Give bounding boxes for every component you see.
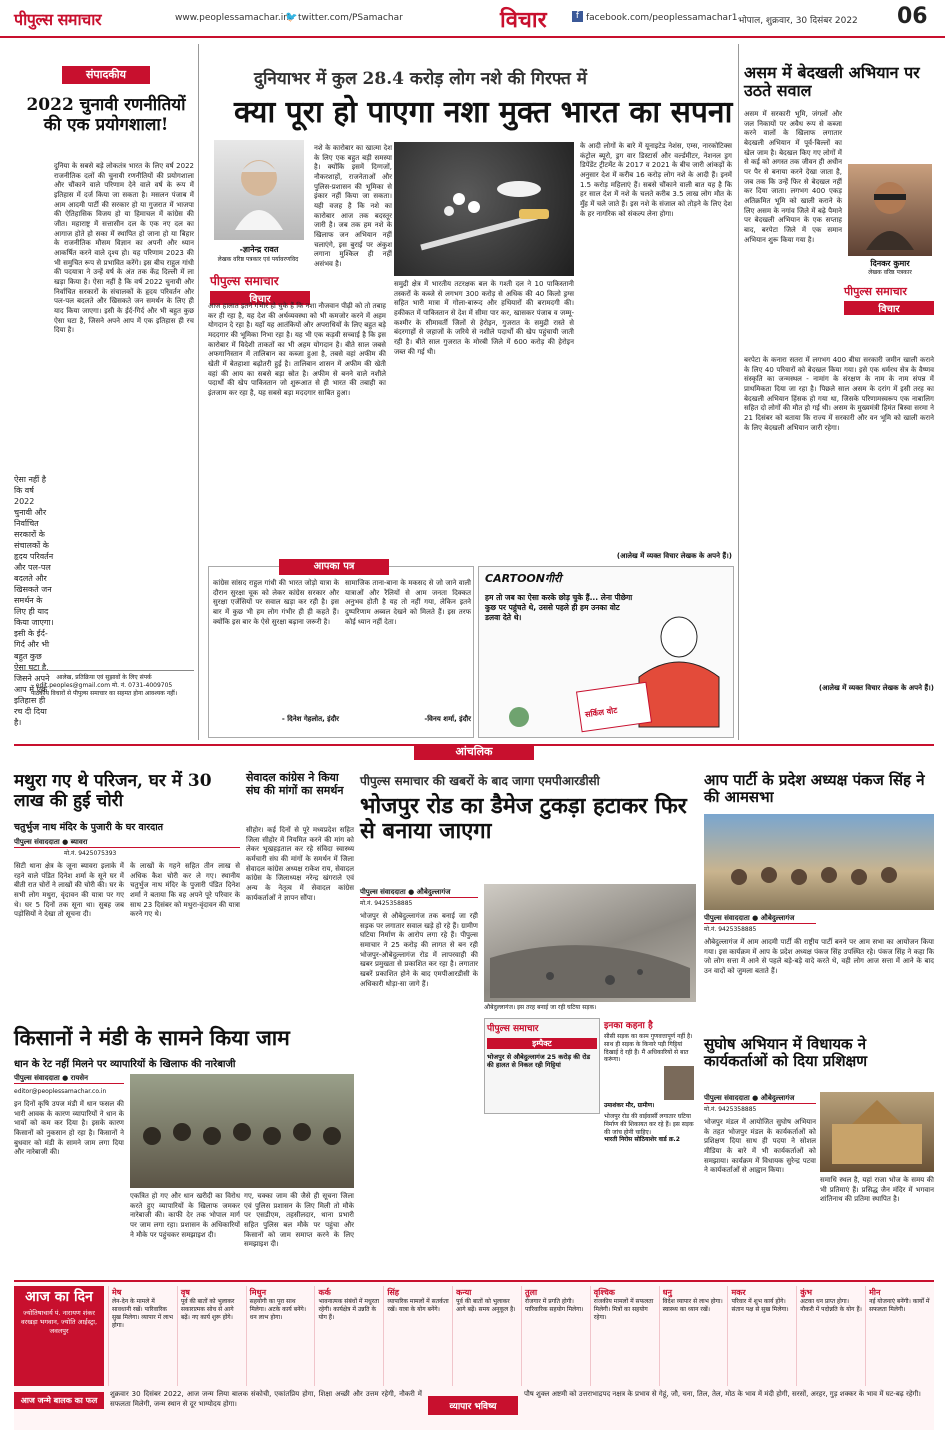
zodiac-cell xyxy=(314,1286,383,1386)
facebook-link[interactable]: facebook.com/peoplessamachar1 xyxy=(586,13,738,23)
page-number: 06 xyxy=(897,4,928,29)
impact-box xyxy=(484,1018,600,1114)
road-photo xyxy=(484,884,696,1002)
sughosh-title: सुघोष अभियान में विधायक ने कार्यकर्ताओं को दिया प्रशिक्षण xyxy=(704,1035,868,1071)
letters-label: आपका पत्र xyxy=(279,559,389,575)
lead-author-role: लेखक वरिष्ठ पत्रकार एवं पर्यावरणविद xyxy=(217,256,299,263)
zodiac-cell xyxy=(177,1286,246,1386)
editorial-email[interactable]: edit.peoples@gmail.com xyxy=(35,681,111,689)
assam-body1: असम में सरकारी भूमि, जंगलों और जल निकायों पर अवैध रूप से कब्जा करने वालों के खिलाफ लगातार बेदखली अभियान में पूर्व-बिल्लों का खेल जाम है। बेदखल किए गए लोगों में से कई को अगस्त तक जीवन ही अधीन पर पैर से बनाया करने देखा जाता है, जब तक कि उन्हें फिर से बेदखल नहीं कर दिया जाता। लगभग 400 एकड़ अतिक्रमित भूमि को खाली कराने के लिए असम के नगांव जिले में बढ़े पैमाने पर बेदखली अभियान के एक सप्ताह बाद, बरपेटा जिले में एक समान अभियान शुरू किया गया है। xyxy=(744,110,842,244)
lead-logo-box xyxy=(210,272,310,305)
mathura-phone: मो.नं. 9425075393 xyxy=(64,850,117,857)
aap-photo xyxy=(704,814,934,910)
cartoon-bubble: हम तो जब का ऐसा करके छोड़ चुके हैं... लेना पीछेगा कुछ पर पहुंचते थे, उससे पहले ही हम उनका वोट डलवा देते थे। xyxy=(485,593,633,623)
zodiac-name: वृश्चिक xyxy=(593,1288,615,1297)
sughosh-body-2: समाधि स्थल है, यहां राजा भोज के समय की भी प्रतिमाएं हैं। प्रसिद्ध जैन मंदिर में भगवान शांतिनाथ की प्रतिमा स्थापित है। xyxy=(820,1176,934,1204)
mathura-sub: चतुर्भुज नाथ मंदिर के पुजारी के घर वारदात xyxy=(14,822,164,833)
inka-1: सीसी सड़क का काम गुणवत्तापूर्ण नहीं है। साथ ही सड़क के किनारे पड़ी गिट्टियां दिखाई दे रही हैं। मैं अधिकारियों से बात करूंगा। xyxy=(604,1033,693,1064)
masthead-logo: पीपुल्स समाचार xyxy=(14,10,101,29)
editorial-footer xyxy=(14,670,194,697)
zodiac-name: कुंभ xyxy=(800,1288,813,1297)
mathura-byline-name: पीपुल्स संवाददाता xyxy=(14,838,60,846)
kisan-article xyxy=(14,1026,354,1266)
lead-col2: आज हालात इतने गंभीर हो चुके हैं कि नशा नौजवान पीढ़ी को तो तबाह कर ही रहा है, यह देश की अर्थव्यवस्था को भी कमजोर करने में अहम योगदान दे रहा है। यहाँ यह आतंकियों और अपराधियों के लिए बहुत बड़े मददगार की भूमिका निभा रहा है। यह भी एक कड़वी सच्चाई है कि इस कारोबार में विदेशी ताकतों का भी अहम योगदान है। बीते साल जबसे अफगानिस्तान में तालिबान का कब्जा हुआ है, तबसे वहां अफीम की खेती में बेतहाशा बढ़ोतरी हुई है। तालिबान शासन में अफीम की खेती वहां की आय का सबसे बड़ा स्रोत है। अफीम से बनने वाले नशीले पदार्थों की खेप पाकिस्तान जो शुरूआत से ही भारत की तबाही का इंतजाम कर रहा है, यह सबसे बड़ा मददगार साबित हुआ। xyxy=(208,302,386,397)
zodiac-text: परिवार में शुभ कार्य होंगे। संतान पक्ष से सुख मिलेगा। xyxy=(731,1298,789,1314)
sughosh-body: भोजपुर मंडल में आयोजित सुघोष अभियान के तहत भोजपुर मंडल के कार्यकर्ताओं को प्रशिक्षण दिया साथ ही पदया ने सोशल मीडिया के बारे में भी कार्यकर्ताओं को समझाया। कार्यक्रम में विधायक सुरेन्द्र पटवा ने कार्यकर्ताओं से आह्वान किया। xyxy=(704,1118,816,1175)
aap-place: औबेदुल्लागंज xyxy=(760,914,795,922)
kisan-sub: धान के रेट नहीं मिलने पर व्यापारियों के खिलाफ की नारेबाजी xyxy=(14,1059,236,1070)
aap-body: औबेदुल्लागंज में आम आदमी पार्टी की राष्ट्रीय पार्टी बनने पर आम सभा का आयोजन किया गया। इस कार्यक्रम में आप के प्रदेश अध्यक्ष पंकज सिंह उपस्थित रहे। पंकज सिंह ने कहा कि जो लोग सत्ता में आने से पहले बड़े-बड़े वादे करते थे, वही लोग आज सत्ता में आने के बाद उन वादों को जुमला बताते हैं। xyxy=(704,938,934,975)
assam-author: दिनकर कुमार xyxy=(870,259,910,268)
impact-logo: पीपुल्स समाचार xyxy=(487,1024,539,1034)
editorial-body: दुनिया के सबसे बड़े लोकतंत्र भारत के लिए वर्ष 2022 राजनीतिक दलों की चुनावी रणनीतियों की प्रयोगशाला और चौंकाने वाले परिणाम देने वाले वर्ष के रूप में इतिहास में दर्ज किया जा सकता है। मसलन पंजाब में आम आदमी पार्टी की सरकार हो या गुजरात में भाजपा की ऐतिहासिक विजय हो या हिमाचल में कांग्रेस की जीत। महाराष्ट्र में सत्तासीन दल के एक नए दल का आगाज होते हो सका में स्थापित हो जाना हो या बिहार के राजनीतिक मौसम विज्ञान का अपनी और ध्यान आकर्षित करने वाले दृश्य हो। यह परिणाम 2023 की भी समुचित रूप से प्रभावित करेंगे। इस बीच राहुल गांधी की पदयात्रा ने उन्हें वर्ष के अंत तक केंद्र दिल्ली में ला खड़ा किया है। ऐसा नहीं है कि वर्ष 2022 चुनावी और निर्वाचित सरकारों के संचालकों के हृदय परिवर्तन और पल-पल बदलते और खिसकते जन समर्थन के लिए ही याद किया जाएगा। इसी के ईर्द-गिर्द और भी बहुत कुछ ऐसा घटा है, जिसने अपने आप में एक इतिहास ही रच दिया है। xyxy=(54,162,194,335)
masthead xyxy=(0,0,945,38)
aap-article xyxy=(704,772,934,1030)
mathura-body: सिटी थाना क्षेत्र के जूना ब्यावरा इलाके में रहने वाले पंडित दिनेश शर्मा के सूने घर में बीती रात चोरों ने लाखों की चोरी की। घर के सभी लोग मथुरा, वृंदावन की यात्रा पर गए थे। घर 5 दिनों तक सूना था। सुबह जब पड़ोसियों ने देखा तो सूचना दी। xyxy=(14,862,124,919)
editorial-title: 2022 चुनावी रणनीतियों की एक प्रयोगशाला! xyxy=(26,95,186,135)
zodiac-name: मीन xyxy=(869,1288,881,1297)
kisan-byline: पीपुल्स संवाददाता ● रायसेन xyxy=(14,1074,124,1084)
impact-headline: भोजपुर से औबेदुल्लागंज 25 करोड़ की रोड की हालत से निकल रही गिट्टियां xyxy=(487,1053,591,1070)
facebook-icon: f xyxy=(572,11,583,22)
letter-2: सामाजिक ताना-बाना के मकसद से जो जाने वाली यात्राओं और रैलियों से आम जनता दिक्कत अनुभव होती है यह तो नहीं गया, लेकिन इतने दुष्परिणाम अब्वल देखने को मिलते हैं। इस तरफ कोई ध्यान नहीं देता। xyxy=(345,579,471,626)
zodiac-name: मेष xyxy=(112,1288,122,1297)
zodiac-text: पूर्व की बातों को भुलाकर सकारात्मक सोच से आगे बढ़ें। नए कार्य शुरू होंगे। xyxy=(180,1298,235,1321)
aap-byline-name: पीपुल्स संवाददाता xyxy=(704,914,750,922)
assam-author-note: (आलेख में व्यक्त विचार लेखक के अपने हैं।) xyxy=(818,684,934,692)
regional-bar xyxy=(14,744,934,760)
letter-1-sign: - दिनेश गेहलोत, इंदौर xyxy=(281,715,339,723)
zodiac-text: विदेश व्यापार से लाभ होगा। स्वास्थ्य का ध्यान रखें। xyxy=(662,1298,723,1314)
sevadal-article xyxy=(246,772,354,1020)
assam-logo-box xyxy=(844,284,934,315)
mathura-article xyxy=(14,772,240,1020)
inka-box xyxy=(604,1018,696,1256)
lead-logo: पीपुल्स समाचार xyxy=(210,274,279,288)
mathura-byline: पीपुल्स संवाददाता ● ब्यावरा xyxy=(14,838,240,848)
letter-2-sign: -विनय शर्मा, इंदौर xyxy=(424,715,471,723)
zodiac-name: धनु xyxy=(662,1288,672,1297)
assam-body2: बरपेटा के कनारा सतरा में लगभग 400 बीघा सरकारी जमीन खाली कराने के लिए 40 परिवारों को बेदखल किया गया। इसे एक धर्मरथ सेत्र के वैष्णव संस्कृति का जन्मस्थल - नामांग के संरक्षण के नाम के नाम संपन्न में प्राथमिकता दिया जा रहा है। पिछले साल असम के दरांग में इसी तरह का बेदखली अभियान हिंसक हो गया था, जिसके परिणामस्वरूप एक नाबालिग सहित दो लोगों की मौत हो गई थी। असम के मुख्यमंत्री हिमंत बिस्वा सरमा ने 21 दिसंबर को बताया कि राज्य में सरकारी और वन भूमि को खाली कराने के लिए बेदखली अभियान जारी रहेगा। xyxy=(744,356,934,432)
assam-article xyxy=(744,44,934,740)
editorial-column xyxy=(14,44,194,740)
section-title: विचार xyxy=(500,7,547,33)
zodiac-text: राजकीय मामलों में सफलता मिलेगी। मित्रों का सहयोग रहेगा। xyxy=(593,1298,654,1321)
letters-box xyxy=(208,561,474,738)
mathura-body-2: के लाखों के गहने सहित तीन लाख से अधिक कैश चोरी कर ले गए। स्थानीय चतुर्भुज नाथ मंदिर के पुजारी पंडित दिनेश शर्मा ने बताया कि वह अपने पूरे परिवार के साथ 23 दिसंबर को मथुरा-वृंदावन की यात्रा करने गए थे। xyxy=(130,862,240,919)
lead-article xyxy=(204,44,734,564)
bhojpur-body: भोजपुर से औबेदुल्लागंज तक बनाई जा रही सड़क पर लगातार सवाल खड़े हो रहे हैं। ग्रामीण घटिया निर्माण के आरोप लगा रहे हैं। पीपुल्स समाचार ने 25 करोड़ की लागत से बन रही भोजपुर-औबेदुल्लागंज रोड में लापरवाही की खबर प्रमुखता से प्रकाशित कर रहा है। लगातार खबरें प्रकाशित होने के बाद एमपीआरडीसी के अधिकारी थोड़ा-सा जागे हैं। xyxy=(360,912,478,988)
assam-logo-tag: विचार xyxy=(844,301,934,315)
bhojpur-byline-name: पीपुल्स संवाददाता xyxy=(360,888,406,896)
person-icon xyxy=(229,150,289,230)
vyapar-text: पौष शुक्ल अष्टमी को उत्तराभाद्रपद नक्षत्र के प्रभाव से गेहूं, जौ, चना, तिल, तेल, मोठ के भाव में मंदी होगी, सरसों, अरहर, गुड़ शक्कर के भाव में घट-बढ़ रहेगी। xyxy=(524,1390,921,1398)
cartoon-sign: सर्किल वोट xyxy=(584,705,618,720)
road-damage-icon xyxy=(490,888,690,998)
kisan-title: किसानों ने मंडी के सामने किया जाम xyxy=(14,1025,290,1050)
zodiac-name: मिथुन xyxy=(249,1288,267,1297)
zodiac-cell xyxy=(246,1286,315,1386)
aap-byline: पीपुल्स संवाददाता ● औबेदुल्लागंज xyxy=(704,914,816,924)
website-link[interactable]: www.peoplessamachar.in xyxy=(175,13,289,23)
aaj-text: ज्योतिषाचार्य पं. नारायण शंकर वरखड़ा भगवान, ज्योति आईस्ट्रा, जवलपुर xyxy=(20,1309,98,1335)
zodiac-cell xyxy=(452,1286,521,1386)
regional-label: आंचलिक xyxy=(414,744,534,760)
sughosh-byline-name: पीपुल्स संवाददाता xyxy=(704,1094,750,1102)
lead-title: क्या पूरा हो पाएगा नशा मुक्त भारत का सपना xyxy=(234,95,733,130)
zodiac-cell xyxy=(659,1286,728,1386)
bhojpur-article xyxy=(360,772,696,1272)
zodiac-cell xyxy=(521,1286,590,1386)
zodiac-grid xyxy=(108,1286,934,1386)
sughosh-photo xyxy=(820,1092,934,1172)
syringe-pills-icon xyxy=(399,149,569,269)
zodiac-name: कर्क xyxy=(318,1288,331,1297)
letter-1: कांग्रेस सांसद राहुल गांधी की भारत जोड़ो यात्रा के दौरान सुरक्षा चूक को लेकर कांग्रेस सरकार और सुरक्षा एजेंसियों पर सवाल खड़ा कर रही है। इस बार में कुछ भी हम लोग गंभीर ही ही कहते हैं। क्योंकि इस बार के ऐसे सुरक्षा बढ़ाना जरूरी है। xyxy=(213,579,339,626)
lead-col4: के आदी लोगों के बारे में यूनाइटेड नेशंस, एम्स, नारकोटिक्स कंट्रोल ब्यूरो, ड्रग वार डिस्टार्स और वर्ल्डमीटर, नेशनल ड्रग डिपेंडेंट ट्रीटमेंट के 2017 व 2021 के बीच जारी आंकड़ों के अनुसार देश में करीब 16 करोड़ लोग नशे के आदी हैं। इनमें 1.5 करोड़ महिलाएं हैं। सबसे चौंकाने वाली बात यह है कि हर साल देश में नशे के चलते करीब 3.5 लाख लोग मौत के मुँह में चले जाते हैं। इस नशे के संजाल को तोड़ने के लिए देश के हर नागरिक को संकल्प लेना होगा। xyxy=(580,142,732,218)
lead-col3: समुद्री क्षेत्र में भारतीय तटरक्षक बल के गश्ती दल ने 10 पाकिस्तानी तस्करों के कब्जे से लगभग 300 करोड़ से अधिक की 40 किलो ड्रग्स सहित भारी मात्रा में गोला-बारूद और हथियारों की बरामदगी की। हकीकत में पाकिस्तान से देश में सीमा पार कर, खासकर पंजाब व जम्मू-कश्मीर के सीमावर्ती जिलों से हेरोइन, गुजरात के समुद्री रास्ते से बंदरगाहों से जहाजों के जरिये से नशीले पदार्थों की खेप पहुंचायी जाती रही है। बीते साल गुजरात के मोरबी जिले में 600 करोड़ की हेरोइन जब्त की गई थी। xyxy=(394,280,574,356)
kisan-body-3: गए, चक्का जाम की जैसे ही सूचना जिला एवं पुलिस प्रशासन के लिए मिली तो मौके पर एसडीएम, तहसीलदार, थाना प्रभारी सहित पुलिस बल मौके पर पहुंचा और किसानों को जाम समाप्त करने के लिए समझाइश दी। xyxy=(244,1192,354,1249)
editorial-side-note: ऐसा नहीं है कि वर्ष 2022 चुनावी और निर्वाचित सरकारों के संचालकों के हृदय परिवर्तन और पल-पल बदलते और खिसकते जन समर्थन के लिए ही याद किया जाएगा। इसी के ईर्द-गिर्द और भी बहुत कुछ ऐसा घटा है, जिसने अपने आप में एक इतिहास ही रच दी दिया है। xyxy=(14,475,54,727)
inka-title: इनका कहना है xyxy=(604,1021,653,1031)
sevadal-title: सेवादल कांग्रेस ने किया संघ की मांगों का समर्थन xyxy=(246,771,344,797)
birthday-label: आज जन्मे बालक का फल xyxy=(14,1392,104,1409)
kisan-place: रायसेन xyxy=(70,1074,89,1082)
assam-author-role: लेखक वरिष्ठ पत्रकार xyxy=(868,269,912,276)
drugs-photo xyxy=(394,142,574,276)
zodiac-name: वृष xyxy=(180,1288,190,1297)
twitter-link[interactable]: twitter.com/PSamachar xyxy=(298,13,403,23)
kisan-body-2: एकत्रित हो गए और धान खरीदी का विरोध करते हुए व्यापारियों के खिलाफ जमकर नारेबाजी की। काफी देर तक भोपाल मार्ग पर जाम लगा रहा। प्रशासन के अधिकारियों ने मौके पर पहुंचकर समझाइश दी। xyxy=(130,1192,240,1239)
cartoon-label: CARTOONगीरी xyxy=(485,572,562,585)
lead-author: -ज्ञानेन्द्र रावत xyxy=(239,245,279,254)
inka-2-name: भारती निरोस सोठियाशेर वार्ड क्र.2 xyxy=(604,1136,680,1144)
editorial-label: संपादकीय xyxy=(62,66,150,84)
column-divider xyxy=(738,44,739,740)
person-icon xyxy=(860,170,920,250)
inka-1-photo xyxy=(664,1066,694,1100)
mathura-place: ब्यावरा xyxy=(70,838,88,846)
sughosh-article xyxy=(704,1036,934,1272)
zodiac-cell xyxy=(590,1286,659,1386)
editorial-footer-note: पाठकीय विचारों से पीपुल्स समाचार का सहमत होना आवश्यक नहीं। xyxy=(30,689,178,697)
zodiac-name: तुला xyxy=(524,1288,538,1297)
twitter-icon: 🐦 xyxy=(285,12,298,23)
kisan-body: इन दिनों कृषि उपज मंडी में धान फसल की भारी आवक के कारण व्यापारियों ने धान के भावों को कम कर दिया है। इसके कारण किसानों को नुकसान हो रहा है। किसानों ने बुधवार को मंडी के सामने जाम लगा दिया और नारेबाजी की। xyxy=(14,1100,124,1157)
aaj-title: आज का दिन xyxy=(25,1289,93,1305)
cartoon-box xyxy=(478,566,734,738)
lead-author-note: (आलेख में व्यक्त विचार लेखक के अपने हैं।) xyxy=(616,552,732,560)
lead-kicker: दुनियाभर में कुल 28.4 करोड़ लोग नशे की गिरफ्त में xyxy=(254,69,587,89)
mathura-title: मथुरा गए थे परिजन, घर में 30 लाख की हुई चोरी xyxy=(14,771,212,811)
impact-tag: इम्पैक्ट xyxy=(487,1038,597,1049)
vyapar-label: व्यापार भविष्य xyxy=(428,1396,518,1415)
bhojpur-kicker: पीपुल्स समाचार की खबरों के बाद जागा एमपीआरडीसी xyxy=(360,774,600,788)
column-divider xyxy=(198,44,199,740)
lead-col1: नशे के कारोबार का खात्मा देश के लिए एक बहुत बड़ी समस्या है। क्योंकि इसमें दिग्गजों, नौकरशाहों, राजनेताओं और पुलिस-प्रशासन की भूमिका से इंकार नहीं किया जा सकता। यही वजह है कि नशे का कारोबार आज तक बदस्तूर जारी है। जब तक हम नशे के खिलाफ जन अभियान नहीं चलाएंगे, इस बुराई पर अंकुश लगाना मुश्किल ही नहीं असंभव है। xyxy=(314,144,392,268)
zodiac-cell xyxy=(108,1286,177,1386)
zodiac-name: मकर xyxy=(731,1288,746,1297)
sughosh-phone: मो.नं. 9425358885 xyxy=(704,1106,757,1113)
protest-photo xyxy=(130,1074,354,1188)
lead-logo-tag: विचार xyxy=(210,291,310,305)
author-photo xyxy=(214,140,304,240)
bhojpur-title: भोजपुर रोड का डैमेज टुकड़ा हटाकर फिर से बनाया जाएगा xyxy=(360,793,687,845)
assam-author-photo xyxy=(848,164,932,256)
zodiac-name: कन्या xyxy=(456,1288,472,1297)
temple-icon xyxy=(822,1094,932,1170)
zodiac-cell xyxy=(865,1286,934,1386)
aaj-box xyxy=(14,1286,104,1386)
road-photo-caption: औबेदुल्लागंज। इस तरह बनाई जा रही घटिया सड़क। xyxy=(484,1004,597,1011)
zodiac-text: नई योजनाएं बनेंगी। कार्यों में सफलता मिलेगी। xyxy=(869,1298,930,1314)
dateline: भोपाल, शुक्रवार, 30 दिसंबर 2022 xyxy=(738,16,858,26)
bhojpur-place: औबेदुल्लागंज xyxy=(416,888,451,896)
aap-phone: मो.नं. 9425358885 xyxy=(704,926,757,933)
assam-title: असम में बेदखली अभियान पर उठते सवाल xyxy=(744,63,920,101)
editorial-footer-label: आलेख, प्रतिक्रिया एवं सुझावों के लिए संपर्क xyxy=(56,674,152,681)
zodiac-text: सहयोगी का पूरा साथ मिलेगा। अटके कार्य बनेंगे। धन लाभ होगा। xyxy=(249,1298,307,1321)
zodiac-text: भावनात्मक संबंधों में मधुरता रहेगी। कार्यक्षेत्र में उन्नति के योग हैं। xyxy=(318,1298,380,1321)
bhojpur-phone: मो.नं. 9425358885 xyxy=(360,900,413,907)
sughosh-place: औबेदुल्लागंज xyxy=(760,1094,795,1102)
zodiac-text: रोजगार में प्रगति होगी। पारिवारिक सहयोग मिलेगा। xyxy=(524,1298,584,1314)
sughosh-byline: पीपुल्स संवाददाता ● औबेदुल्लागंज xyxy=(704,1094,816,1104)
kisan-byline-name: पीपुल्स संवाददाता xyxy=(14,1074,60,1082)
zodiac-name: सिंह xyxy=(387,1288,400,1297)
crowd-icon xyxy=(709,817,929,907)
inka-2: भोजपुर रोड की वाईवार्सी लगातार घटिया निर्माण की शिकायत कर रहे हैं। इस सड़क की जांच होनी चाहिए। xyxy=(604,1112,694,1136)
editorial-phone: मो. नं. 0731-4009705 xyxy=(111,681,173,689)
crowd-icon xyxy=(132,1076,352,1186)
aap-title: आप पार्टी के प्रदेश अध्यक्ष पंकज सिंह ने की आमसभा xyxy=(704,771,925,807)
inka-1-name: उमाशंकर मौर, ग्रामीण। xyxy=(604,1102,655,1110)
zodiac-text: लेन-देन के मामले में सावधानी रखें। पारिवारिक सुख मिलेगा। व्यापार में लाभ होगा। xyxy=(112,1298,173,1329)
zodiac-cell xyxy=(727,1286,796,1386)
kisan-email[interactable]: editor@peoplessamachar.co.in xyxy=(14,1088,107,1095)
editorial-footer-contact xyxy=(14,682,194,690)
sevadal-body: सीहोर। कई दिनों से पूरे मध्यप्रदेश सहित जिला सीहोर में नियमित करने की मांग को लेकर भूखहड़ताल कर रहे संविदा स्वास्थ्य कर्मचारी संघ की मांगों के समर्थन में जिला सेवादल कांग्रेस अध्यक्ष राकेश राय, सेवादल कांग्रेस के जिलाध्यक्ष नरेन्द्र खंगराले एवं अन्य के नेतृत्व में सेवादल कांग्रेस कार्यकर्ताओं ने ज्ञापन सौंपा। xyxy=(246,826,354,902)
zodiac-cell xyxy=(383,1286,452,1386)
horoscope-strip xyxy=(14,1280,934,1430)
zodiac-text: व्यापारिक मामलों में सतर्कता रखें। यात्रा के योग बनेंगे। xyxy=(387,1298,449,1314)
birthday-text: शुक्रवार 30 दिसंबर 2022, आज जन्म लिया बालक संकोची, एकांतप्रिय होगा, शिक्षा अच्छी और उत्तम रहेगी, नौकरी में सफलता मिलेगी, जन्म स्थान से दूर भाग्योदय होगा। xyxy=(110,1390,422,1408)
zodiac-text: अटका धन प्राप्त होगा। नौकरी में पदोन्नति के योग हैं। xyxy=(800,1298,862,1314)
bhojpur-byline: पीपुल्स संवाददाता ● औबेदुल्लागंज xyxy=(360,888,478,898)
zodiac-text: पूर्व की बातों को भुलाकर आगे बढ़ें। समय अनुकूल है। xyxy=(456,1298,516,1314)
zodiac-cell xyxy=(796,1286,865,1386)
assam-logo: पीपुल्स समाचार xyxy=(844,285,907,298)
